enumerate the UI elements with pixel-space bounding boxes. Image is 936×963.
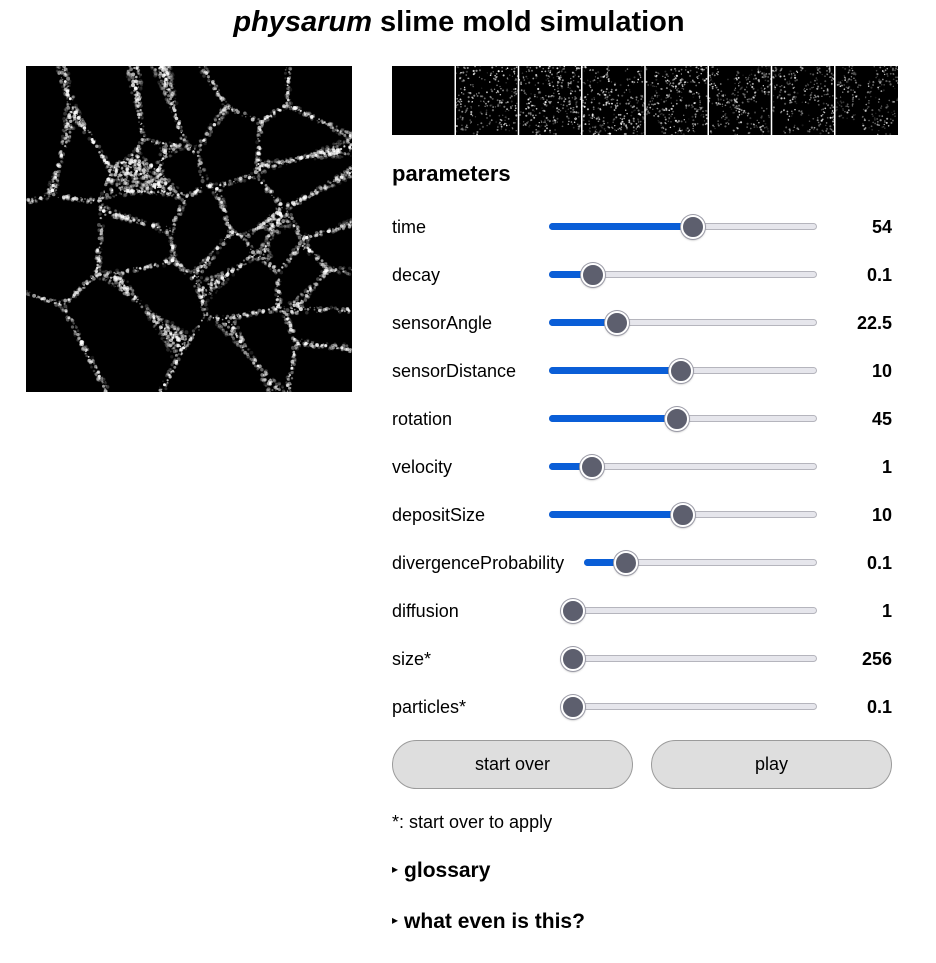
param-value: 10 bbox=[871, 505, 892, 525]
param-value: 22.5 bbox=[856, 313, 892, 333]
param-label: size* bbox=[392, 649, 432, 669]
slider-track bbox=[561, 655, 817, 662]
play-button[interactable]: play bbox=[651, 740, 892, 789]
slider-thumb[interactable] bbox=[580, 455, 604, 479]
param-value: 0.1 bbox=[866, 697, 892, 717]
param-value: 10 bbox=[871, 361, 892, 381]
deposit-size-slider[interactable] bbox=[549, 503, 817, 527]
glossary-label: glossary bbox=[404, 859, 491, 882]
slider-thumb[interactable] bbox=[671, 503, 695, 527]
diffusion-slider[interactable] bbox=[561, 599, 817, 623]
param-row-sensor-distance bbox=[392, 359, 892, 383]
sensor-angle-slider[interactable] bbox=[549, 311, 817, 335]
param-value: 0.1 bbox=[866, 553, 892, 573]
slider-fill bbox=[549, 223, 693, 230]
title-italic: physarum bbox=[233, 6, 372, 38]
slider-thumb[interactable] bbox=[561, 647, 585, 671]
slider-thumb[interactable] bbox=[581, 263, 605, 287]
param-value: 0.1 bbox=[866, 265, 892, 285]
param-value: 54 bbox=[871, 217, 892, 237]
velocity-slider[interactable] bbox=[549, 455, 817, 479]
param-label: time bbox=[392, 217, 427, 237]
param-row-decay bbox=[392, 263, 892, 287]
parameters-heading: parameters bbox=[392, 161, 511, 186]
param-label: velocity bbox=[392, 457, 453, 477]
particles-slider[interactable] bbox=[561, 695, 817, 719]
page-title bbox=[0, 4, 918, 40]
slider-track bbox=[561, 703, 817, 710]
param-label: divergenceProbability bbox=[392, 553, 565, 573]
param-value: 256 bbox=[861, 649, 892, 669]
slider-thumb[interactable] bbox=[669, 359, 693, 383]
sensor-distance-slider[interactable] bbox=[549, 359, 817, 383]
param-row-deposit-size bbox=[392, 503, 892, 527]
divergence-probability-slider[interactable] bbox=[584, 551, 817, 575]
what-is-this-disclosure[interactable] bbox=[392, 909, 585, 935]
rotation-slider[interactable] bbox=[549, 407, 817, 431]
slider-fill bbox=[549, 511, 683, 518]
param-label: rotation bbox=[392, 409, 453, 429]
start-over-button[interactable]: start over bbox=[392, 740, 633, 789]
param-row-rotation bbox=[392, 407, 892, 431]
param-label: particles* bbox=[392, 697, 467, 717]
param-value: 1 bbox=[881, 457, 892, 477]
param-value: 45 bbox=[871, 409, 892, 429]
apply-footnote: *: start over to apply bbox=[392, 812, 553, 832]
time-slider[interactable] bbox=[549, 215, 817, 239]
param-row-sensor-angle bbox=[392, 311, 892, 335]
triangle-right-icon: ▸ bbox=[392, 913, 399, 928]
slider-thumb[interactable] bbox=[665, 407, 689, 431]
simulation-canvas[interactable] bbox=[26, 66, 352, 392]
param-label: diffusion bbox=[392, 601, 459, 621]
param-row-particles bbox=[392, 695, 892, 719]
param-row-size bbox=[392, 647, 892, 671]
param-label: decay bbox=[392, 265, 441, 285]
slider-thumb[interactable] bbox=[614, 551, 638, 575]
timeline-filmstrip bbox=[392, 66, 898, 135]
slider-thumb[interactable] bbox=[681, 215, 705, 239]
slider-thumb[interactable] bbox=[605, 311, 629, 335]
glossary-disclosure[interactable] bbox=[392, 858, 490, 884]
slider-thumb[interactable] bbox=[561, 695, 585, 719]
param-label: sensorDistance bbox=[392, 361, 517, 381]
what-is-this-label: what even is this? bbox=[404, 910, 585, 933]
size-slider[interactable] bbox=[561, 647, 817, 671]
param-row-time bbox=[392, 215, 892, 239]
triangle-right-icon: ▸ bbox=[392, 862, 399, 877]
param-label: depositSize bbox=[392, 505, 486, 525]
param-label: sensorAngle bbox=[392, 313, 493, 333]
param-row-velocity bbox=[392, 455, 892, 479]
decay-slider[interactable] bbox=[549, 263, 817, 287]
param-value: 1 bbox=[881, 601, 892, 621]
param-row-divergence-probability bbox=[392, 551, 892, 575]
param-row-diffusion bbox=[392, 599, 892, 623]
slider-thumb[interactable] bbox=[561, 599, 585, 623]
slider-fill bbox=[549, 415, 677, 422]
slider-fill bbox=[549, 367, 681, 374]
slider-track bbox=[561, 607, 817, 614]
title-rest: slime mold simulation bbox=[371, 6, 685, 38]
